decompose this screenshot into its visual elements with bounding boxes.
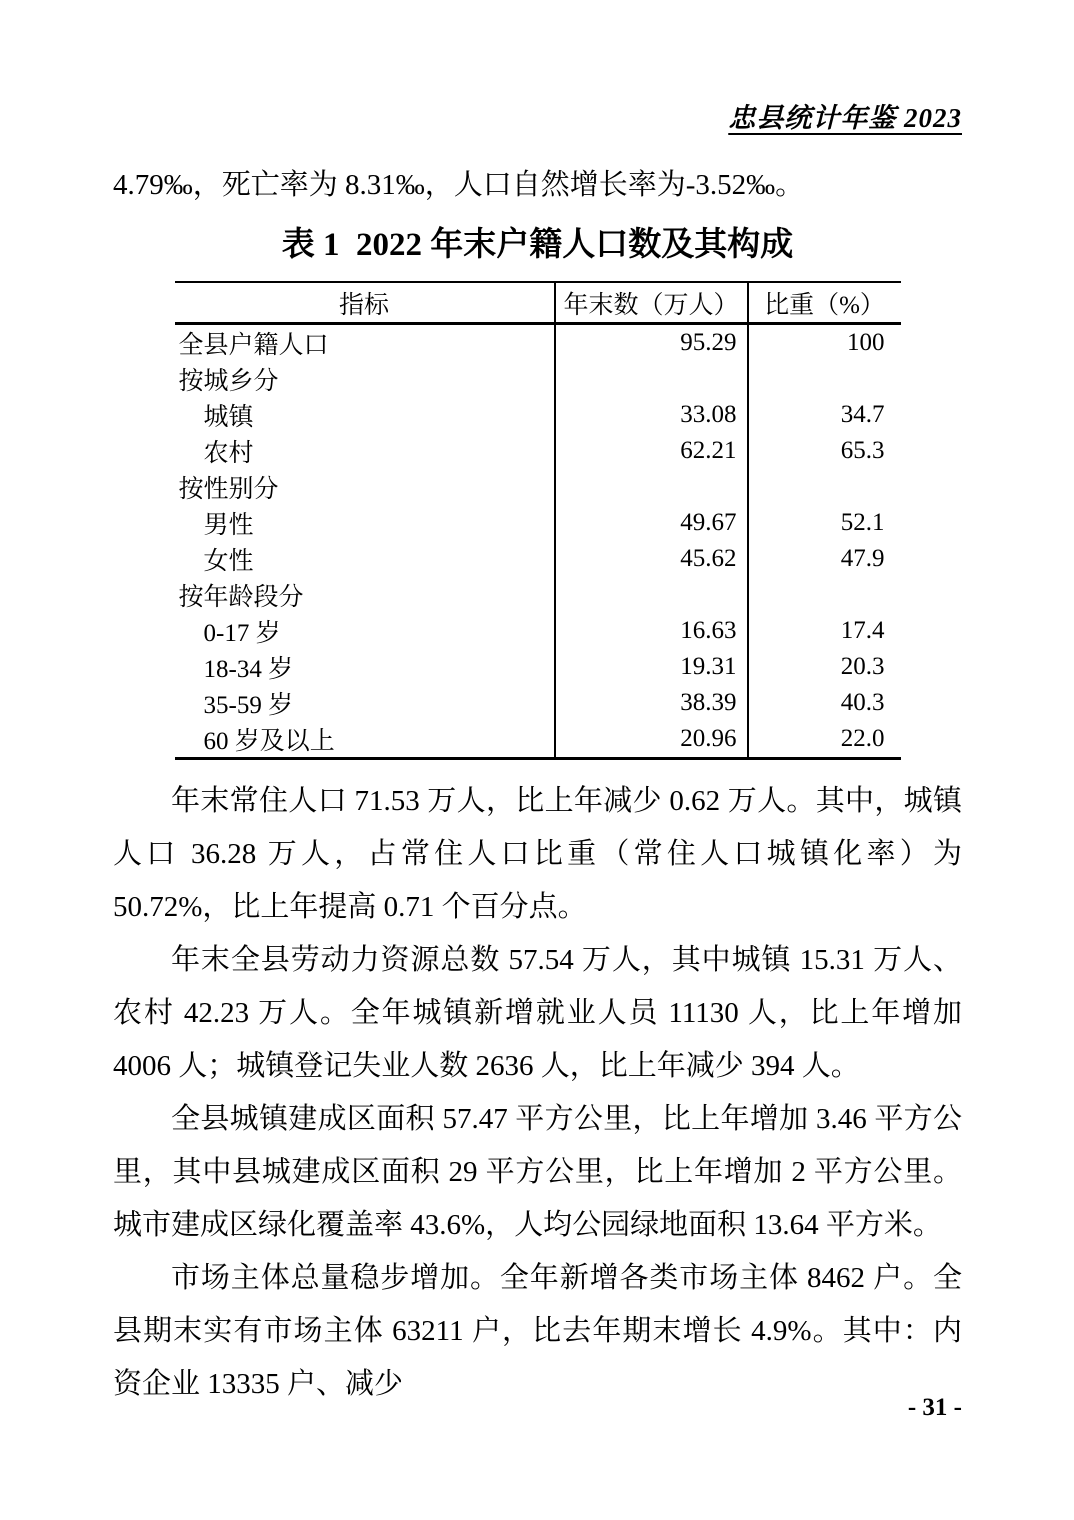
value-cell: 20.96 bbox=[555, 721, 748, 759]
value-cell: 38.39 bbox=[555, 685, 748, 721]
indicator-cell: 农村 bbox=[175, 433, 555, 469]
share-cell: 34.7 bbox=[840, 401, 885, 428]
table-row bbox=[175, 324, 901, 362]
share-cell: 17.4 bbox=[840, 617, 885, 644]
table-row bbox=[175, 361, 901, 397]
share-cell: 22.0 bbox=[840, 725, 885, 752]
table-row bbox=[175, 685, 901, 721]
indicator-cell: 0-17 岁 bbox=[175, 613, 555, 649]
paragraph-built-up-area: 全县城镇建成区面积 57.47 平方公里，比上年增加 3.46 平方公里，其中县城建成区面积 29 平方公里，比上年增加 2 平方公里。城市建成区绿化覆盖率 43.6%，人均公园绿地面积 13.64 平方米。 bbox=[113, 1103, 962, 1241]
indicator-cell: 60 岁及以上 bbox=[175, 721, 555, 759]
value-cell: 16.63 bbox=[555, 613, 748, 649]
share-cell: 65.3 bbox=[840, 437, 885, 464]
indicator-cell: 女性 bbox=[175, 541, 555, 577]
indicator-cell: 18-34 岁 bbox=[175, 649, 555, 685]
share-cell: 20.3 bbox=[840, 653, 885, 680]
indicator-cell: 全县户籍人口 bbox=[175, 324, 555, 362]
value-cell: 19.31 bbox=[555, 649, 748, 685]
table-header-row bbox=[175, 282, 901, 324]
page-number: - 31 - bbox=[907, 1394, 962, 1421]
share-cell bbox=[748, 577, 901, 613]
share-cell: 100 bbox=[847, 329, 885, 356]
page-header bbox=[113, 0, 962, 138]
column-header-yearend: 年末数（万人） bbox=[555, 282, 748, 324]
population-table bbox=[175, 281, 901, 760]
share-cell: 47.9 bbox=[840, 545, 885, 572]
table-row bbox=[175, 721, 901, 759]
indicator-cell: 按性别分 bbox=[175, 469, 555, 505]
table-row bbox=[175, 433, 901, 469]
indicator-cell: 城镇 bbox=[175, 397, 555, 433]
paragraph-market-entities: 市场主体总量稳步增加。全年新增各类市场主体 8462 户。全县期末实有市场主体 63211 户，比去年期末增长 4.9%。其中：内资企业 13335 户、减少 bbox=[113, 1262, 962, 1400]
table-row bbox=[175, 397, 901, 433]
table-row bbox=[175, 649, 901, 685]
value-cell bbox=[555, 361, 748, 397]
value-cell bbox=[555, 577, 748, 613]
column-header-indicator: 指标 bbox=[175, 282, 555, 324]
value-cell: 33.08 bbox=[555, 397, 748, 433]
value-cell: 45.62 bbox=[555, 541, 748, 577]
table-row bbox=[175, 541, 901, 577]
table-title: 表 1 2022 年末户籍人口数及其构成 bbox=[281, 227, 794, 263]
intro-line: 4.79‰，死亡率为 8.31‰，人口自然增长率为-3.52‰。 bbox=[113, 169, 805, 201]
table-row bbox=[175, 577, 901, 613]
table-row bbox=[175, 505, 901, 541]
value-cell: 95.29 bbox=[555, 324, 748, 362]
indicator-cell: 按年龄段分 bbox=[175, 577, 555, 613]
yearbook-running-title: 忠县统计年鉴 2023 bbox=[728, 103, 962, 133]
table-row bbox=[175, 613, 901, 649]
table-row bbox=[175, 469, 901, 505]
body-text bbox=[113, 775, 962, 1411]
indicator-cell: 35-59 岁 bbox=[175, 685, 555, 721]
indicator-cell: 按城乡分 bbox=[175, 361, 555, 397]
indicator-cell: 男性 bbox=[175, 505, 555, 541]
share-cell: 40.3 bbox=[840, 689, 885, 716]
share-cell bbox=[748, 361, 901, 397]
paragraph-resident-population: 年末常住人口 71.53 万人，比上年减少 0.62 万人。其中，城镇人口 36.28 万人，占常住人口比重（常住人口城镇化率）为 50.72%，比上年提高 0.71 个百分点。 bbox=[113, 785, 962, 923]
share-cell: 52.1 bbox=[840, 509, 885, 536]
share-cell bbox=[748, 469, 901, 505]
value-cell: 62.21 bbox=[555, 433, 748, 469]
column-header-share: 比重（%） bbox=[748, 282, 901, 324]
value-cell bbox=[555, 469, 748, 505]
paragraph-labor-force: 年末全县劳动力资源总数 57.54 万人，其中城镇 15.31 万人、农村 42.23 万人。全年城镇新增就业人员 11130 人，比上年增加 4006 人；城镇登记失业人数 2636 人，比上年减少 394 人。 bbox=[113, 944, 962, 1082]
value-cell: 49.67 bbox=[555, 505, 748, 541]
